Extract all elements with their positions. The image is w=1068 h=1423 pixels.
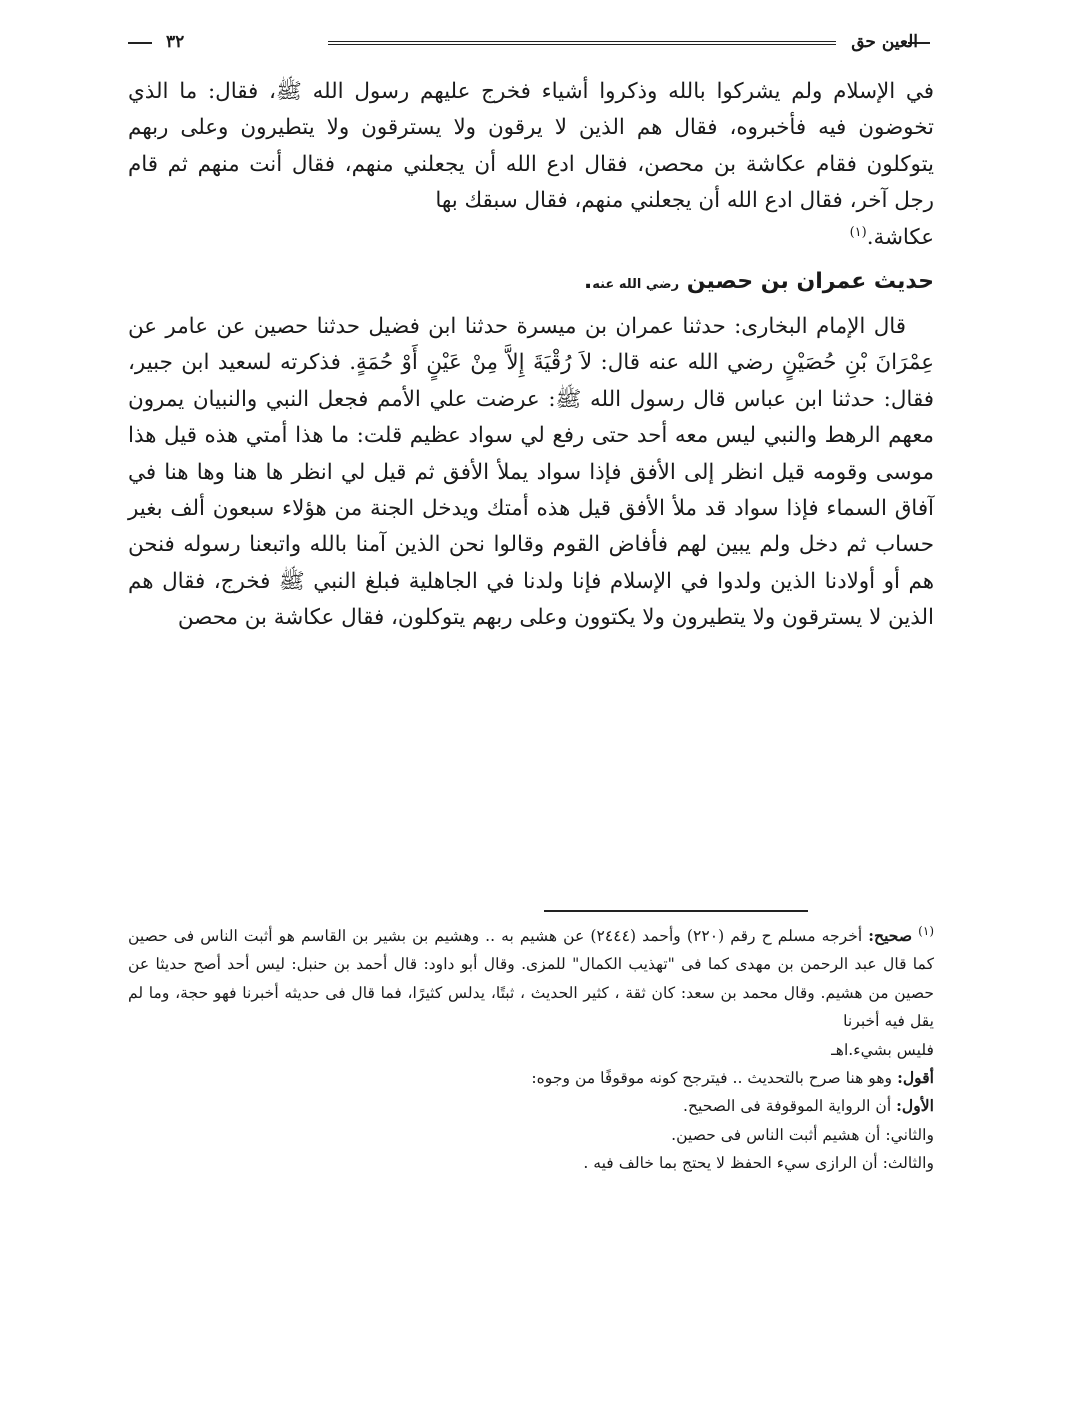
header-title: العين حق [851, 32, 918, 52]
paragraph-1-end [128, 220, 934, 256]
comment-label: أقول: [897, 1068, 934, 1088]
footnote-point-3 [128, 1149, 934, 1177]
main-text [128, 74, 934, 637]
text-line: أنت منهم ثم قام رجل آخر، فقال ادع الله أن يجعلني منهم، فقال سبقك بها [128, 151, 934, 214]
text-line: قلت: ما هذا أمتي هذه قيل هذا موسى وقومه قيل انظر إلى الأفق فإذا سواد يملأ [128, 423, 934, 485]
page-number: ٣٢ [166, 32, 185, 52]
text-line: عن عامر عن عِمْرَانَ بْنِ حُصَيْنٍ رضي الله عنه قال: لاَ رُقْيَةَ إِلاَّ مِنْ عَيْنٍ أَوْ حُمَةٍ. فذكرته لسعيد [128, 314, 934, 376]
footnote-separator [544, 910, 808, 912]
footnote-line: هو أثبت الناس فى حصين كما قال عبد الرحمن بن مهدى كما فى "تهذيب الكمال" للمزى. وقال أبو [128, 927, 934, 974]
text-line: النبي والنبيان يمرون معهم الرهط والنبي ليس معه أحد حتى رفع لي سواد عظيم [128, 386, 934, 449]
header-rule-middle [328, 41, 836, 45]
footnote-comment [128, 1064, 934, 1092]
text-line: الذي تخوضون فيه فأخبروه، فقال هم الذين لا يرقون ولا يسترقون ولا يتطيرون [128, 79, 934, 141]
text-line: يسترقون ولا يتطيرون ولا يكتوون وعلى ربهم يتوكلون، فقال عكاشة بن محصن [177, 605, 863, 631]
footnote-label: صحيح: [868, 926, 913, 945]
footnote-line: داود: قال أحمد بن حنبل: ليس أحد أصح حديثا عن حصين من هشيم. وقال محمد بن سعد: كان [128, 955, 934, 1002]
paragraph-1 [128, 74, 934, 220]
text-line: ابن جبير، فقال: حدثنا ابن عباس قال رسول الله ﷺ: عرضت علي الأمم فجعل [128, 350, 934, 412]
heading-text: حديث عمران بن حصين [686, 269, 934, 295]
footnote-line: أخرجه مسلم ح رقم (٢٢٠) وأحمد (٢٤٤٤) عن هشيم به .. وهشيم بن بشير بن القاسم [301, 927, 863, 945]
heading-end: . [583, 269, 593, 295]
text-line: ولدوا في الإسلام فإنا ولدنا في الجاهلية فبلغ النبي ﷺ فخرج، فقال هم الذين لا [128, 568, 934, 631]
section-heading [128, 262, 934, 305]
text-line: الأفق ثم قيل لي انظر ها هنا وها هنا في آفاق السماء فإذا سواد قد ملأ الأفق قيل هذه [128, 459, 934, 522]
header-rule-left [128, 42, 152, 44]
footnote-1-end [128, 1036, 934, 1064]
honorific-glyph: رضي الله عنه [592, 277, 680, 293]
footnote-1 [128, 922, 934, 1036]
point-text: أن الرازى سيء الحفظ لا يحتج بما خالف فيه . [583, 1154, 878, 1173]
running-header [128, 30, 930, 60]
text-line: وعلى ربهم يتوكلون فقام عكاشة بن محصن، فقال ادع الله أن يجعلني منهم، فقال [128, 115, 934, 177]
comment-text: وهو هنا صرح بالتحديث .. فيترجح كونه موقوفًا من وجوه: [531, 1069, 893, 1088]
point-label: الأول: [896, 1096, 934, 1116]
text-line: فأفاض القوم وقالوا نحن الذين آمنا بالله واتبعنا رسوله فنحن هم أو أولادنا الذين [128, 532, 934, 594]
text-line: أمتك ويدخل الجنة من هؤلاء سبعون ألف بغير حساب ثم دخل ولم يبين لهم [128, 496, 934, 558]
footnote-line: ثقة ، كثير الحديث ، ثبتًا، يدلس كثيرًا، فما قال فى حديثه أخبرنا فهو حجة، وما لم يقل فيه أخبرنا [128, 983, 934, 1031]
footnote-line: فليس بشيء.اهـ [831, 1040, 934, 1059]
text-line: في الإسلام ولم يشركوا بالله وذكروا أشياء فخرج عليهم رسول الله ﷺ، فقال: ما [179, 79, 934, 104]
footnote-reference: (١) [849, 224, 867, 240]
point-text: أن الرواية الموقوفة فى الصحيح. [682, 1097, 892, 1116]
point-text: أن هشيم أثبت الناس فى حصين. [671, 1125, 881, 1144]
point-label: والثاني: [885, 1125, 934, 1144]
footnote-point-1 [128, 1092, 934, 1120]
footnotes [128, 922, 934, 1178]
text-line: قال الإمام البخارى: حدثنا عمران بن ميسرة حدثنا ابن فضيل حدثنا حصين [253, 314, 906, 340]
text-line: عكاشة. [866, 224, 934, 250]
point-label: والثالث: [882, 1154, 934, 1173]
paragraph-2 [128, 309, 934, 637]
footnote-number: (١) [918, 923, 934, 938]
footnote-point-2 [128, 1121, 934, 1149]
